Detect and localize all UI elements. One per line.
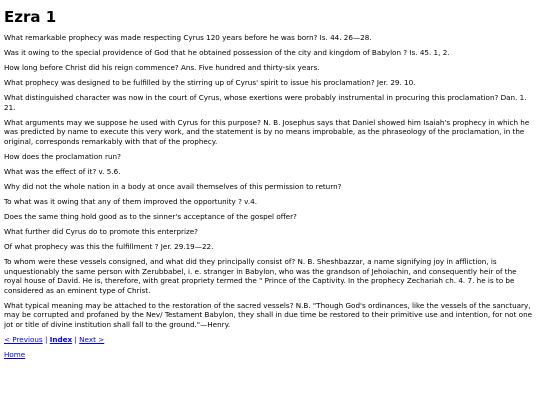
question-paragraph-9: Why did not the whole nation in a body at once avail themselves of this permission to return? (4, 181, 342, 191)
nav-separator: | (74, 334, 77, 344)
question-paragraph-1: What remarkable prophecy was made respecting Cyrus 120 years before he was born? Is. 44. 26—28. (4, 33, 372, 42)
question-paragraph-5: What distinguished character was now in the court of Cyrus, whose exertions were probably instrumental in procuring this proclamation? Dan. 1. 21. (4, 93, 527, 112)
question-paragraph-6: What arguments may we suppose he used with Cyrus for this purpose? N. B. Josephus says that Daniel showed him Isaiah's prophecy in which he was predicted by name to execute this very work, and the statement is by no means improbable, as the phraseology of the proclamation, in the original, corresponds remarkably with that of the prophecy. (4, 117, 530, 146)
question-paragraph-11: Does the same thing hold good as to the sinner's acceptance of the gospel offer? (4, 212, 297, 222)
index-link[interactable]: Index (49, 334, 73, 344)
nav-separator: | (44, 334, 48, 344)
home-link[interactable]: Home (4, 349, 26, 359)
question-paragraph-14: To whom were these vessels consigned, and what did they principally consist of? N. B. Sheshbazzar, a name signifying joy in affliction, is unquestionably the same person with Zerubbabel, i. e. stranger in Babylon, who was the grandson of Jehoiachin, and consequently heir of the royal house of David. He is, therefore, with great propriety termed the " Prince of the Captivity. In the prophecy Zechariah ch. 4. 7. he is to be considered as an eminent type of Christ. (4, 257, 517, 295)
next-link[interactable]: Next > (79, 334, 105, 344)
question-paragraph-3: How long before Christ did his reign commence? Ans. Five hundred and thirty-six years. (4, 63, 320, 73)
question-paragraph-12: What further did Cyrus do to promote this enterprize? (4, 227, 198, 237)
question-paragraph-10: To what was it owing that any of them improved the opportunity ? v.4. (4, 197, 258, 207)
previous-link[interactable]: < Previous (4, 334, 43, 344)
pagination-nav (4, 335, 536, 344)
page-title: Ezra 1 (4, 8, 57, 26)
footer-nav (4, 350, 536, 359)
question-paragraph-7: How does the proclamation run? (4, 151, 121, 161)
question-paragraph-8: What was the effect of it? v. 5.6. (4, 166, 121, 176)
question-paragraph-15: What typical meaning may be attached to the restoration of the sacred vessels? N.B. "Though God's ordinances, like the vessels of the sanctuary, may be corrupted and profaned by the Nev/ Testament Babylon, they shall in due time be restored to their primitive use and intention, for not one jot or title of divine institution shall fall to the ground."—Henry. (4, 300, 533, 329)
question-paragraph-4: What prophecy was designed to be fulfilled by the stirring up of Cyrus' spirit to issue his proclamation? Jer. 29. 10. (4, 78, 416, 88)
question-paragraph-2: Was it owing to the special providence of God that he obtained possession of the city and kingdom of Babylon ? Is. 45. 1, 2. (4, 48, 450, 58)
question-paragraph-13: Of what prophecy was this the fulfillment ? Jer. 29.19—22. (4, 242, 214, 252)
